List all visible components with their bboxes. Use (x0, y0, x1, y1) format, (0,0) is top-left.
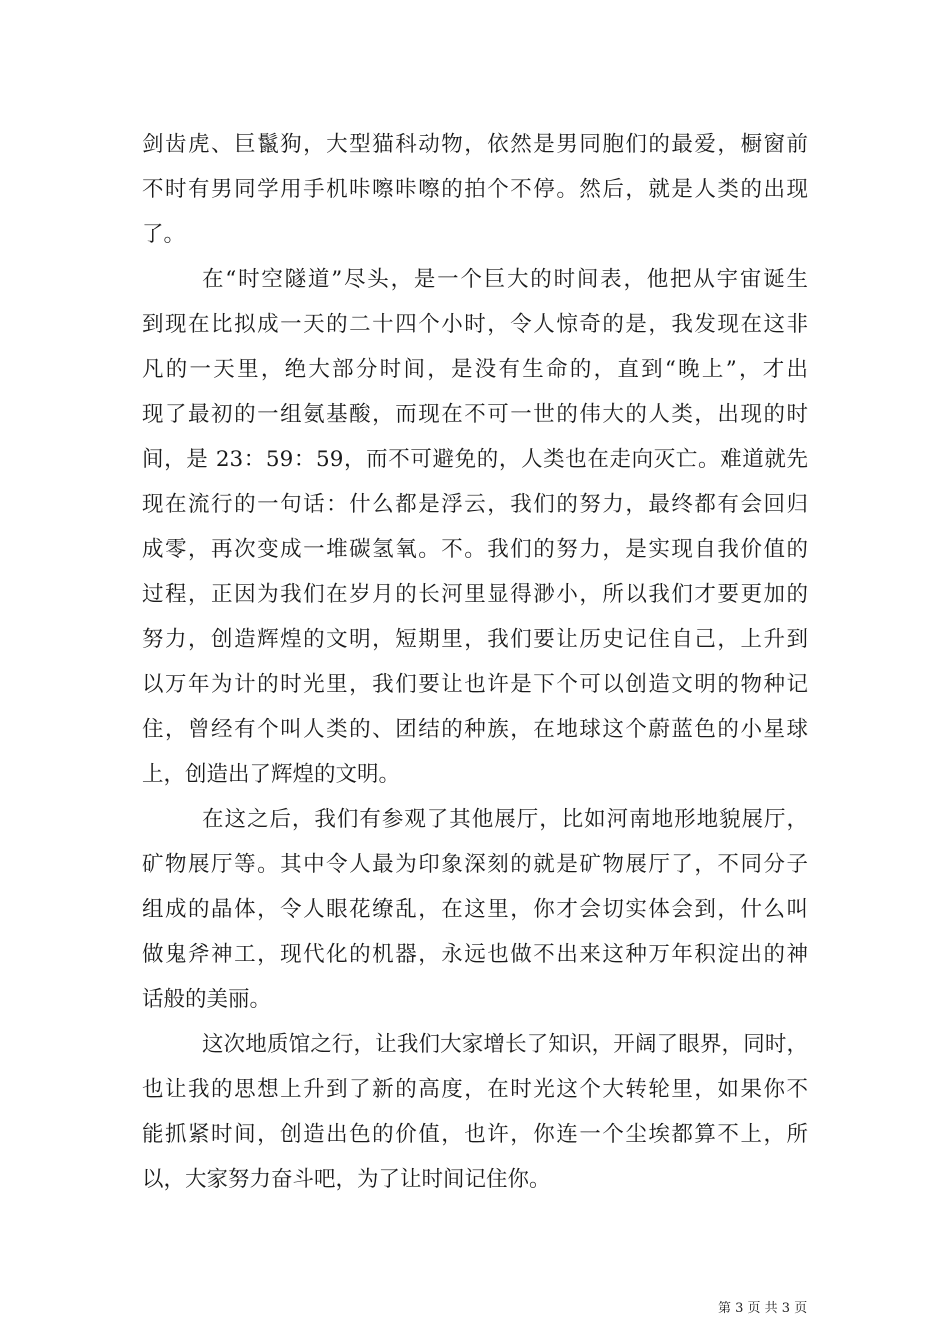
paragraph-3 (142, 797, 808, 1022)
text-line: 了。 (142, 222, 186, 247)
page-number-footer: 第 3 页 共 3 页 (718, 1301, 808, 1316)
paragraph-4 (142, 1022, 808, 1202)
text-line: 现在流行的一句话：什么都是浮云，我们的努力，最终都有会回归 (142, 492, 808, 517)
text-line: 话般的美丽。 (142, 987, 272, 1012)
text-line: 间，是 23：59：59，而不可避免的，人类也在走向灭亡。难道就先 (142, 447, 808, 472)
text-line: 过程，正因为我们在岁月的长河里显得渺小，所以我们才要更加的 (142, 582, 808, 607)
body-text (142, 122, 808, 1202)
text-line: 剑齿虎、巨鬣狗，大型猫科动物，依然是男同胞们的最爱，橱窗前 (142, 132, 808, 157)
text-line: 这次地质馆之行，让我们大家增长了知识，开阔了眼界，同时， (202, 1032, 808, 1057)
paragraph-2 (142, 257, 808, 797)
text-line: 以万年为计的时光里，我们要让也许是下个可以创造文明的物种记 (142, 672, 808, 697)
text-line: 也让我的思想上升到了新的高度，在时光这个大转轮里，如果你不 (142, 1077, 808, 1102)
text-line: 凡的一天里，绝大部分时间，是没有生命的，直到“晚上”，才出 (142, 357, 808, 382)
text-line: 住，曾经有个叫人类的、团结的种族，在地球这个蔚蓝色的小星球 (142, 717, 808, 742)
text-line: 现了最初的一组氨基酸，而现在不可一世的伟大的人类，出现的时 (142, 402, 808, 427)
text-line: 做鬼斧神工，现代化的机器，永远也做不出来这种万年积淀出的神 (142, 942, 808, 967)
text-line: 矿物展厅等。其中令人最为印象深刻的就是矿物展厅了，不同分子 (142, 852, 808, 877)
text-line: 能抓紧时间，创造出色的价值，也许，你连一个尘埃都算不上，所 (142, 1122, 808, 1147)
text-line: 不时有男同学用手机咔嚓咔嚓的拍个不停。然后，就是人类的出现 (142, 177, 808, 202)
text-line: 以，大家努力奋斗吧，为了让时间记住你。 (142, 1167, 551, 1192)
text-line: 上，创造出了辉煌的文明。 (142, 762, 401, 787)
text-line: 在“时空隧道”尽头，是一个巨大的时间表，他把从宇宙诞生 (202, 267, 808, 292)
text-line: 到现在比拟成一天的二十四个小时，令人惊奇的是，我发现在这非 (142, 312, 808, 337)
text-line: 努力，创造辉煌的文明，短期里，我们要让历史记住自己，上升到 (142, 627, 808, 652)
text-line: 成零，再次变成一堆碳氢氧。不。我们的努力，是实现自我价值的 (142, 537, 808, 562)
paragraph-1 (142, 122, 808, 257)
text-line: 组成的晶体，令人眼花缭乱，在这里，你才会切实体会到，什么叫 (142, 897, 808, 922)
text-line: 在这之后，我们有参观了其他展厅，比如河南地形地貌展厅， (202, 807, 808, 832)
